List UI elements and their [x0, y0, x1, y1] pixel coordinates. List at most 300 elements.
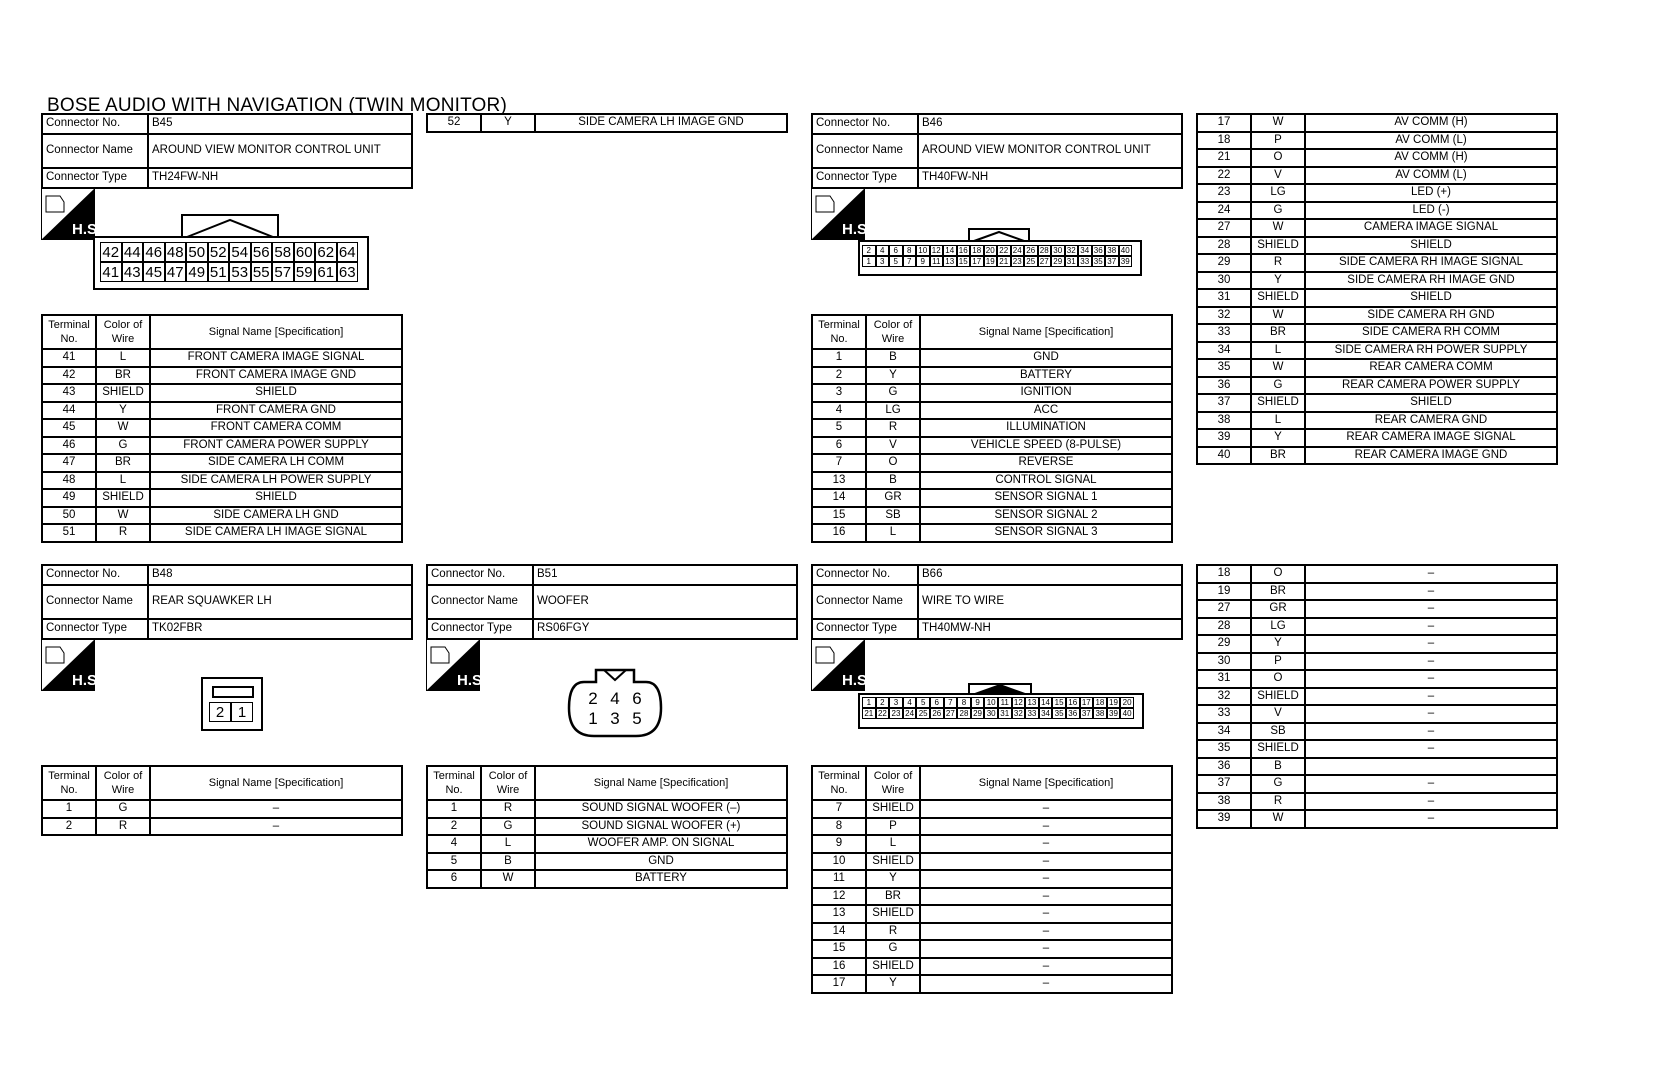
terminal-no: 14 — [812, 489, 866, 507]
table-row — [1197, 635, 1557, 653]
wire-color: B — [1251, 758, 1305, 776]
connector-pin: 27 — [944, 708, 958, 719]
table-row — [812, 958, 1172, 976]
connector-pin: 42 — [100, 242, 122, 262]
signal-name: – — [920, 975, 1172, 993]
terminal-table-b51 — [426, 765, 788, 889]
wire-color: L — [866, 524, 920, 542]
connector-pin: 50 — [186, 242, 208, 262]
connector-pin: 25 — [1024, 256, 1038, 267]
terminal-no: 27 — [1197, 219, 1251, 237]
wire-color: G — [1251, 377, 1305, 395]
connector-latch — [968, 681, 1032, 695]
wire-color: W — [96, 419, 150, 437]
wire-color: O — [1251, 670, 1305, 688]
connector-pin: 3 — [610, 709, 620, 728]
connector-pin: 18 — [970, 245, 984, 256]
connector-pin: 14 — [1039, 697, 1053, 708]
connector-pin: 40 — [1119, 245, 1133, 256]
connector-no-label: Connector No. — [42, 114, 148, 134]
signal-name: – — [1305, 618, 1557, 636]
table-row — [812, 384, 1172, 402]
connector-pin: 64 — [337, 242, 359, 262]
signal-name: – — [150, 818, 402, 836]
connector-pin: 4 — [903, 697, 917, 708]
wire-color: Y — [1251, 272, 1305, 290]
table-row — [812, 349, 1172, 367]
terminal-no: 1 — [427, 800, 481, 818]
table-row — [1197, 307, 1557, 325]
wire-color: R — [96, 524, 150, 542]
wire-color: L — [1251, 342, 1305, 360]
hs-icon — [41, 188, 102, 240]
signal-name: BATTERY — [535, 870, 787, 888]
connector-no-label: Connector No. — [427, 565, 533, 585]
terminal-no: 6 — [812, 437, 866, 455]
wire-color: R — [866, 923, 920, 941]
connector-pin: 45 — [143, 262, 165, 282]
terminal-no: 28 — [1197, 618, 1251, 636]
terminal-no: 9 — [812, 835, 866, 853]
connector-pin: 2 — [588, 689, 598, 708]
connector-name-label: Connector Name — [427, 585, 533, 619]
terminal-no: 41 — [42, 349, 96, 367]
connector-pin: 1 — [862, 697, 876, 708]
wire-color: O — [1251, 149, 1305, 167]
table-row — [1197, 600, 1557, 618]
wire-color: R — [1251, 793, 1305, 811]
connector-pin: 53 — [229, 262, 251, 282]
svg-text:H.S.: H.S. — [842, 221, 872, 238]
connector-b48-pins — [209, 702, 253, 722]
signal-name: SIDE CAMERA LH IMAGE GND — [535, 114, 787, 132]
signal-name: REAR CAMERA POWER SUPPLY — [1305, 377, 1557, 395]
connector-pin: 30 — [984, 708, 998, 719]
connector-name-label: Connector Name — [42, 134, 148, 168]
signal-name: SIDE CAMERA RH IMAGE SIGNAL — [1305, 254, 1557, 272]
table-row — [42, 367, 402, 385]
terminal-no: 35 — [1197, 359, 1251, 377]
table-row — [427, 870, 787, 888]
connector-pin: 21 — [862, 708, 876, 719]
connector-pin: 25 — [916, 708, 930, 719]
wire-color: Y — [866, 975, 920, 993]
wire-color: Y — [1251, 635, 1305, 653]
connector-pin: 40 — [1120, 708, 1134, 719]
connector-pin: 36 — [1066, 708, 1080, 719]
wire-color: SHIELD — [866, 958, 920, 976]
table-row — [1197, 810, 1557, 828]
connector-b48-header — [41, 564, 413, 640]
wire-color: L — [1251, 412, 1305, 430]
connector-pin: 38 — [1093, 708, 1107, 719]
connector-pin: 59 — [294, 262, 316, 282]
signal-name-header: Signal Name [Specification] — [920, 315, 1172, 349]
connector-pin: 27 — [1038, 256, 1052, 267]
connector-pin: 13 — [1025, 697, 1039, 708]
signal-name: – — [1305, 775, 1557, 793]
table-row — [1197, 272, 1557, 290]
connector-type-value: TK02FBR — [148, 619, 412, 639]
wire-color-header: Color of Wire — [866, 315, 920, 349]
signal-name: – — [920, 923, 1172, 941]
wire-color: L — [96, 349, 150, 367]
signal-name: – — [920, 870, 1172, 888]
connector-name-value: AROUND VIEW MONITOR CONTROL UNIT — [148, 134, 412, 168]
connector-pin: 15 — [957, 256, 971, 267]
svg-text:H.S.: H.S. — [72, 221, 102, 238]
table-row — [1197, 758, 1557, 776]
wire-color-header: Color of Wire — [866, 766, 920, 800]
connector-pin: 23 — [889, 708, 903, 719]
terminal-no: 36 — [1197, 758, 1251, 776]
terminal-no: 18 — [1197, 132, 1251, 150]
terminal-no: 31 — [1197, 670, 1251, 688]
signal-name: FRONT CAMERA POWER SUPPLY — [150, 437, 402, 455]
connector-pin: 11 — [930, 256, 944, 267]
connector-pin: 48 — [165, 242, 187, 262]
connector-pin: 6 — [632, 689, 642, 708]
signal-name: SENSOR SIGNAL 1 — [920, 489, 1172, 507]
table-row — [1197, 394, 1557, 412]
wire-color: Y — [866, 870, 920, 888]
wire-color: SHIELD — [866, 800, 920, 818]
signal-name: SIDE CAMERA RH COMM — [1305, 324, 1557, 342]
terminal-no: 33 — [1197, 324, 1251, 342]
wire-color: BR — [1251, 447, 1305, 465]
connector-pin: 8 — [903, 245, 917, 256]
terminal-no-header: Terminal No. — [812, 315, 866, 349]
connector-pin: 30 — [1051, 245, 1065, 256]
signal-name: ACC — [920, 402, 1172, 420]
wire-color: R — [1251, 254, 1305, 272]
wire-color: W — [1251, 219, 1305, 237]
terminal-no: 16 — [812, 524, 866, 542]
terminal-no: 35 — [1197, 740, 1251, 758]
signal-name: BATTERY — [920, 367, 1172, 385]
signal-name — [1305, 758, 1557, 776]
table-row — [812, 888, 1172, 906]
connector-no-label: Connector No. — [812, 565, 918, 585]
connector-pin: 21 — [997, 256, 1011, 267]
wire-color: B — [866, 472, 920, 490]
terminal-no: 4 — [812, 402, 866, 420]
connector-pin: 9 — [916, 256, 930, 267]
wire-color: GR — [1251, 600, 1305, 618]
wire-color: R — [96, 818, 150, 836]
terminal-no: 7 — [812, 800, 866, 818]
signal-name-header: Signal Name [Specification] — [150, 766, 402, 800]
signal-name: ILLUMINATION — [920, 419, 1172, 437]
terminal-no: 52 — [427, 114, 481, 132]
connector-pin: 37 — [1080, 708, 1094, 719]
connector-no-label: Connector No. — [812, 114, 918, 134]
connector-pin: 18 — [1093, 697, 1107, 708]
connector-type-label: Connector Type — [812, 619, 918, 639]
connector-pin: 29 — [1051, 256, 1065, 267]
signal-name: – — [920, 958, 1172, 976]
wire-color: Y — [866, 367, 920, 385]
wire-color: G — [1251, 775, 1305, 793]
terminal-no: 1 — [812, 349, 866, 367]
terminal-no: 30 — [1197, 272, 1251, 290]
table-row — [42, 800, 402, 818]
signal-name: – — [920, 905, 1172, 923]
terminal-table-b66 — [811, 765, 1173, 994]
connector-pin: 29 — [971, 708, 985, 719]
connector-pin: 32 — [1065, 245, 1079, 256]
wire-color: L — [481, 835, 535, 853]
connector-name-value: WIRE TO WIRE — [918, 585, 1182, 619]
wire-color-header: Color of Wire — [96, 766, 150, 800]
table-row — [812, 419, 1172, 437]
signal-name: REAR CAMERA IMAGE GND — [1305, 447, 1557, 465]
signal-name: – — [920, 940, 1172, 958]
table-row — [1197, 377, 1557, 395]
connector-pin: 28 — [1038, 245, 1052, 256]
connector-pin: 22 — [876, 708, 890, 719]
connector-pin: 44 — [122, 242, 144, 262]
connector-pin: 56 — [251, 242, 273, 262]
wire-color: Y — [1251, 429, 1305, 447]
connector-pin: 8 — [957, 697, 971, 708]
table-row — [812, 472, 1172, 490]
terminal-no: 29 — [1197, 635, 1251, 653]
connector-pin: 5 — [916, 697, 930, 708]
connector-no-value: B66 — [918, 565, 1182, 585]
connector-pin: 16 — [1066, 697, 1080, 708]
terminal-no: 32 — [1197, 307, 1251, 325]
terminal-no: 34 — [1197, 342, 1251, 360]
table-row — [42, 489, 402, 507]
table-row — [427, 853, 787, 871]
table-row — [1197, 775, 1557, 793]
wire-color: W — [1251, 114, 1305, 132]
signal-name: – — [1305, 810, 1557, 828]
connector-no-label: Connector No. — [42, 565, 148, 585]
table-row — [427, 114, 787, 132]
connector-pin: 43 — [122, 262, 144, 282]
signal-name: – — [1305, 688, 1557, 706]
connector-pin: 24 — [1011, 245, 1025, 256]
wire-color: G — [481, 818, 535, 836]
table-row — [812, 940, 1172, 958]
signal-name: REVERSE — [920, 454, 1172, 472]
connector-pin: 19 — [984, 256, 998, 267]
connector-no-value: B46 — [918, 114, 1182, 134]
connector-type-value: RS06FGY — [533, 619, 797, 639]
wire-color: W — [1251, 307, 1305, 325]
terminal-no: 37 — [1197, 775, 1251, 793]
connector-type-label: Connector Type — [812, 168, 918, 188]
connector-pin: 7 — [944, 697, 958, 708]
signal-name: REAR CAMERA COMM — [1305, 359, 1557, 377]
table-row — [1197, 359, 1557, 377]
signal-name: GND — [920, 349, 1172, 367]
table-row — [1197, 324, 1557, 342]
table-row — [812, 437, 1172, 455]
terminal-no: 14 — [812, 923, 866, 941]
wire-color: W — [1251, 359, 1305, 377]
signal-name: SIDE CAMERA RH GND — [1305, 307, 1557, 325]
signal-name: – — [1305, 600, 1557, 618]
connector-pin: 16 — [957, 245, 971, 256]
terminal-no: 23 — [1197, 184, 1251, 202]
terminal-no: 48 — [42, 472, 96, 490]
table-row — [42, 524, 402, 542]
signal-name: – — [1305, 793, 1557, 811]
table-row — [427, 818, 787, 836]
signal-name: FRONT CAMERA IMAGE SIGNAL — [150, 349, 402, 367]
connector-pin: 38 — [1105, 245, 1119, 256]
table-row — [42, 402, 402, 420]
connector-pin: 7 — [903, 256, 917, 267]
terminal-no: 4 — [427, 835, 481, 853]
wire-color: W — [1251, 810, 1305, 828]
table-row — [812, 870, 1172, 888]
table-row — [812, 905, 1172, 923]
table-row — [1197, 705, 1557, 723]
connector-pin: 2 — [862, 245, 876, 256]
terminal-no: 24 — [1197, 202, 1251, 220]
signal-name: VEHICLE SPEED (8-PULSE) — [920, 437, 1172, 455]
table-row — [42, 384, 402, 402]
terminal-no: 40 — [1197, 447, 1251, 465]
table-row — [812, 800, 1172, 818]
connector-no-value: B51 — [533, 565, 797, 585]
connector-pin: 32 — [1012, 708, 1026, 719]
table-row — [1197, 653, 1557, 671]
wire-color-header: Color of Wire — [481, 766, 535, 800]
terminal-no: 1 — [42, 800, 96, 818]
table-row — [812, 923, 1172, 941]
terminal-no: 50 — [42, 507, 96, 525]
terminal-no: 13 — [812, 905, 866, 923]
connector-pin: 6 — [889, 245, 903, 256]
terminal-no: 10 — [812, 853, 866, 871]
signal-name: – — [920, 888, 1172, 906]
connector-pin: 9 — [971, 697, 985, 708]
connector-type-label: Connector Type — [427, 619, 533, 639]
wire-color: SHIELD — [96, 384, 150, 402]
wire-color: SHIELD — [1251, 394, 1305, 412]
connector-pin: 13 — [943, 256, 957, 267]
signal-name: LED (+) — [1305, 184, 1557, 202]
terminal-no: 39 — [1197, 429, 1251, 447]
page-title: BOSE AUDIO WITH NAVIGATION (TWIN MONITOR) — [47, 95, 507, 116]
signal-name: CONTROL SIGNAL — [920, 472, 1172, 490]
signal-name: LED (-) — [1305, 202, 1557, 220]
signal-name: SIDE CAMERA LH IMAGE SIGNAL — [150, 524, 402, 542]
table-row — [42, 818, 402, 836]
signal-name: REAR CAMERA GND — [1305, 412, 1557, 430]
terminal-no: 7 — [812, 454, 866, 472]
svg-text:H.S.: H.S. — [842, 672, 872, 689]
connector-pin: 2 — [876, 697, 890, 708]
connector-pin: 5 — [889, 256, 903, 267]
table-row — [812, 524, 1172, 542]
wire-color: V — [1251, 705, 1305, 723]
wire-color: SB — [866, 507, 920, 525]
signal-name: SENSOR SIGNAL 2 — [920, 507, 1172, 525]
connector-type-value: TH24FW-NH — [148, 168, 412, 188]
signal-name: SIDE CAMERA LH GND — [150, 507, 402, 525]
connector-pin: 11 — [998, 697, 1012, 708]
connector-name-label: Connector Name — [812, 134, 918, 168]
table-row — [42, 349, 402, 367]
connector-pin: 14 — [943, 245, 957, 256]
signal-name: CAMERA IMAGE SIGNAL — [1305, 219, 1557, 237]
connector-pin: 55 — [251, 262, 273, 282]
terminal-no: 5 — [427, 853, 481, 871]
connector-pin: 15 — [1052, 697, 1066, 708]
wire-color: BR — [96, 454, 150, 472]
connector-name-value: WOOFER — [533, 585, 797, 619]
terminal-no: 17 — [1197, 114, 1251, 132]
wire-color: G — [866, 940, 920, 958]
terminal-table-b46 — [811, 314, 1173, 543]
terminal-no: 51 — [42, 524, 96, 542]
table-row — [1197, 429, 1557, 447]
table-row — [812, 818, 1172, 836]
signal-name: SHIELD — [150, 489, 402, 507]
connector-pin: 28 — [957, 708, 971, 719]
table-row — [42, 507, 402, 525]
table-row — [1197, 342, 1557, 360]
terminal-no-header: Terminal No. — [427, 766, 481, 800]
connector-pin: 51 — [208, 262, 230, 282]
signal-name: FRONT CAMERA IMAGE GND — [150, 367, 402, 385]
svg-text:H.S.: H.S. — [72, 672, 102, 689]
wire-color: W — [481, 870, 535, 888]
wire-color: G — [866, 384, 920, 402]
signal-name: SENSOR SIGNAL 3 — [920, 524, 1172, 542]
connector-pin: 17 — [1080, 697, 1094, 708]
table-row — [1197, 670, 1557, 688]
terminal-no: 15 — [812, 940, 866, 958]
connector-pin: 34 — [1039, 708, 1053, 719]
connector-pin: 22 — [997, 245, 1011, 256]
connector-b45-pins — [100, 242, 358, 282]
signal-name: REAR CAMERA IMAGE SIGNAL — [1305, 429, 1557, 447]
connector-pin: 12 — [930, 245, 944, 256]
wire-color: Y — [481, 114, 535, 132]
wire-color: Y — [96, 402, 150, 420]
connector-pin: 37 — [1105, 256, 1119, 267]
table-row — [1197, 289, 1557, 307]
signal-name: IGNITION — [920, 384, 1172, 402]
signal-name: WOOFER AMP. ON SIGNAL — [535, 835, 787, 853]
connector-pin: 39 — [1119, 256, 1133, 267]
signal-name: – — [1305, 653, 1557, 671]
connector-b46-header — [811, 113, 1183, 189]
wire-color: SHIELD — [866, 905, 920, 923]
connector-pin: 1 — [588, 709, 598, 728]
terminal-no: 29 — [1197, 254, 1251, 272]
signal-name: SOUND SIGNAL WOOFER (+) — [535, 818, 787, 836]
connector-pin: 63 — [337, 262, 359, 282]
table-row — [42, 454, 402, 472]
wire-color: B — [866, 349, 920, 367]
signal-name: FRONT CAMERA GND — [150, 402, 402, 420]
wire-color: SHIELD — [1251, 688, 1305, 706]
terminal-no: 49 — [42, 489, 96, 507]
terminal-no: 8 — [812, 818, 866, 836]
wire-color: P — [1251, 132, 1305, 150]
terminal-no: 33 — [1197, 705, 1251, 723]
connector-pin: 35 — [1092, 256, 1106, 267]
terminal-no: 19 — [1197, 583, 1251, 601]
